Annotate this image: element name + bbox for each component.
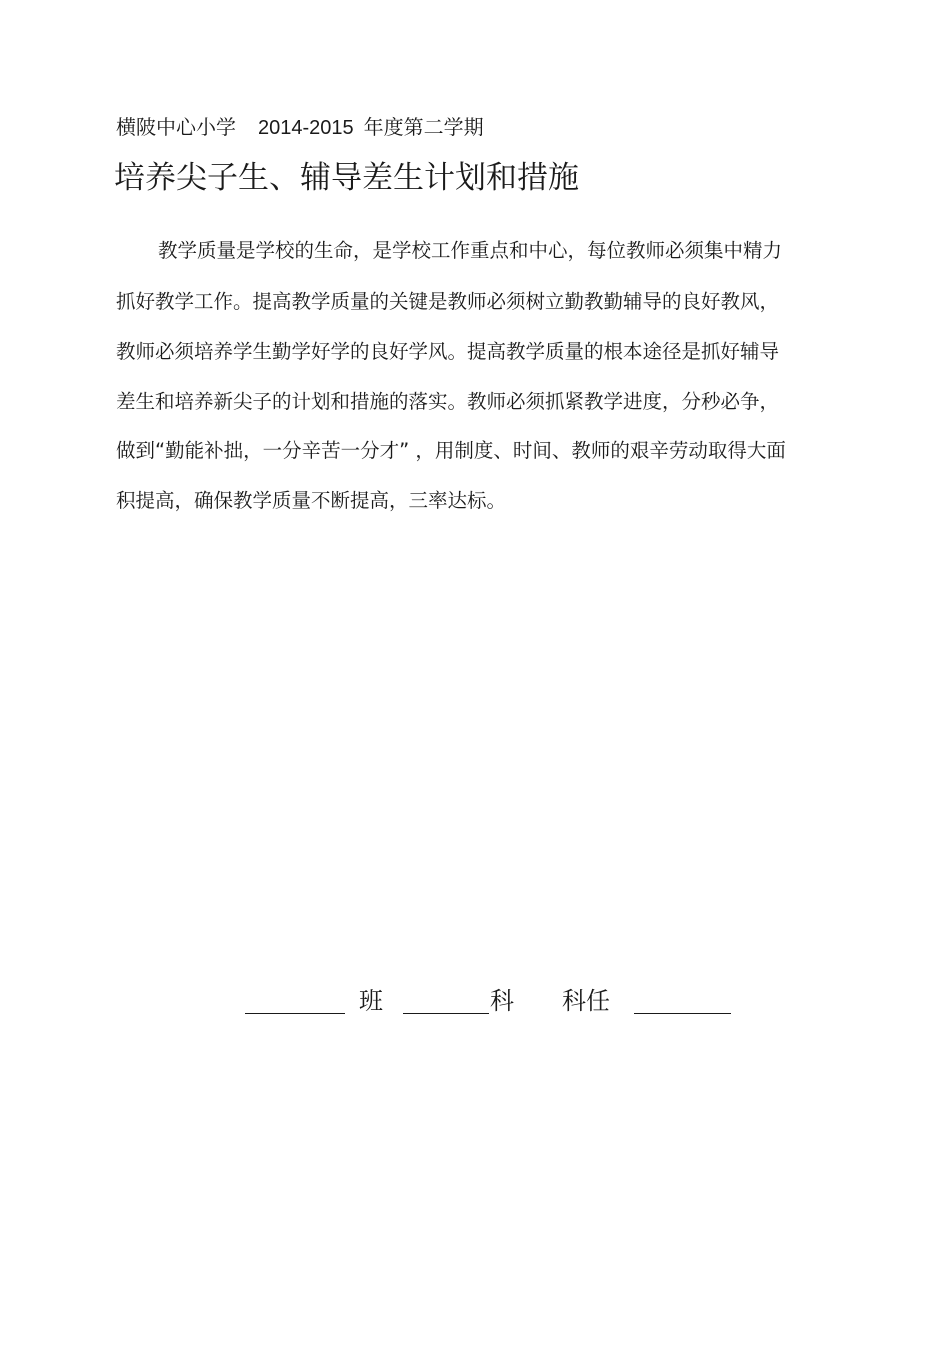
teacher-label: 科任 — [562, 987, 610, 1015]
signature-row — [0, 985, 950, 1021]
class-label: 班 — [359, 987, 383, 1015]
document-title: 培养尖子生、辅导差生计划和措施 — [114, 160, 579, 196]
header-line — [116, 114, 484, 141]
class-blank-line[interactable] — [245, 1013, 345, 1014]
teacher-blank-line[interactable] — [634, 1013, 731, 1014]
term-label: 年度第二学期 — [363, 115, 484, 139]
body-line-5: 做到“勤能补拙，一分辛苦一分才” ，用制度、时间、教师的艰辛劳动取得大面 — [116, 439, 786, 462]
body-line-6: 积提高，确保教学质量不断提高，三率达标。 — [116, 489, 507, 512]
body-line-1: 教学质量是学校的生命，是学校工作重点和中心，每位教师必须集中精力 — [158, 239, 783, 262]
subject-blank-line[interactable] — [403, 1013, 489, 1014]
body-line-4: 差生和培养新尖子的计划和措施的落实。教师必须抓紧教学进度，分秒必争， — [116, 390, 780, 413]
subject-label: 科 — [490, 987, 514, 1015]
body-line-2: 抓好教学工作。提高教学质量的关键是教师必须树立勤教勤辅导的良好教风， — [116, 290, 780, 313]
school-name: 横陂中心小学 — [116, 115, 236, 139]
school-years: 2014-2015 — [258, 117, 354, 139]
body-line-3: 教师必须培养学生勤学好学的良好学风。提高教学质量的根本途径是抓好辅导 — [116, 340, 780, 363]
